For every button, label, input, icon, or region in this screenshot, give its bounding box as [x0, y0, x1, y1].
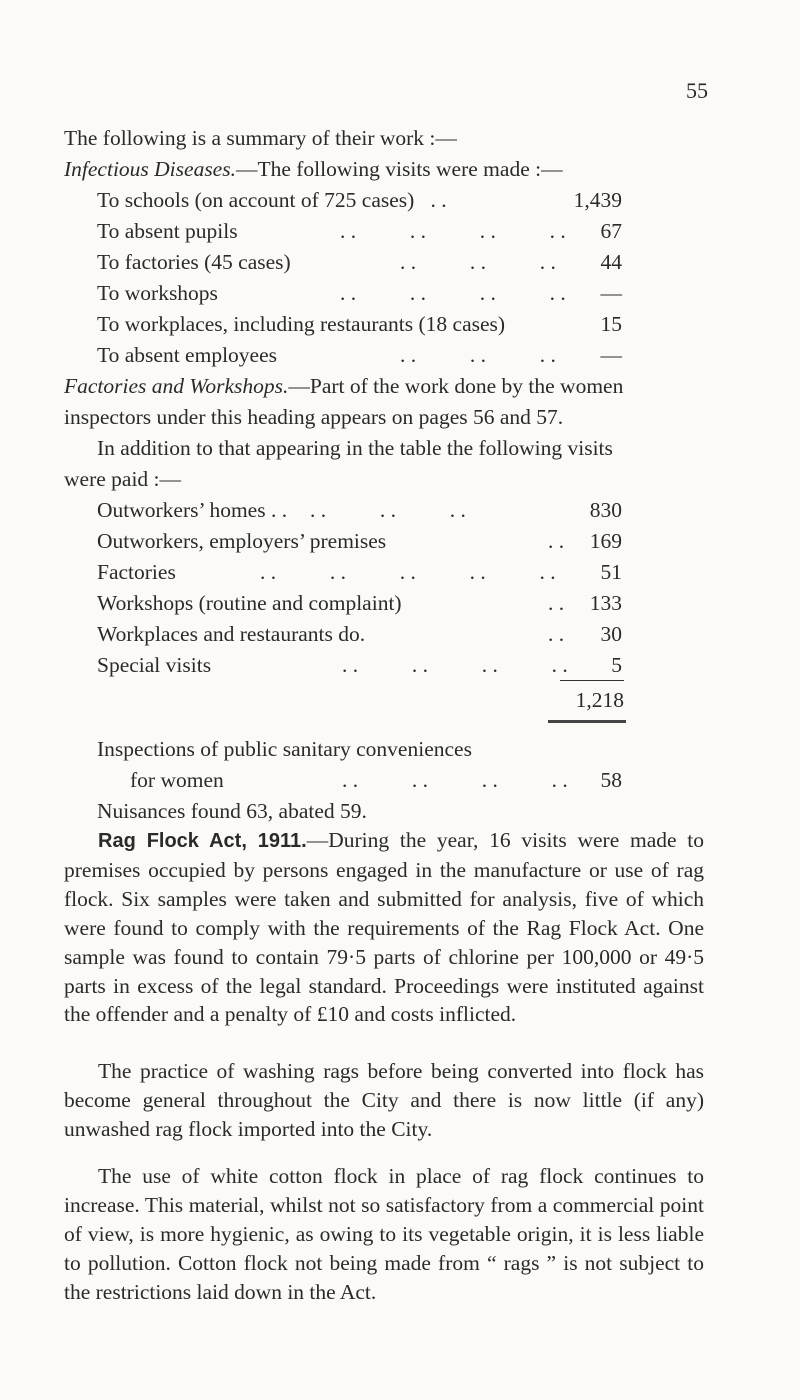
list-item-leader: . . [548, 622, 565, 646]
list-item: Outworkers, employers’ premises [97, 529, 387, 553]
list-item-value: — [600, 343, 622, 367]
factories-workshops-heading: Factories and Workshops. [64, 374, 289, 398]
list-item-value: 5 [611, 653, 622, 677]
list-item-leader: . . . . . . . . . . [260, 560, 556, 584]
list-item-value: — [600, 281, 622, 305]
page-number: 55 [686, 78, 708, 103]
rag-washing-paragraph: The practice of washing rags before being converted into flock has become general throughout the City and there is now little (if any) unwashed rag flock imported into the City. [64, 1059, 704, 1141]
list-item-value: 133 [589, 591, 622, 615]
list-item-value: 44 [600, 250, 622, 274]
list-item-value: 830 [589, 498, 622, 522]
list-item-leader: . . . . . . . . [340, 219, 566, 243]
total-value: 1,218 [575, 688, 624, 712]
list-item-leader: . . . . . . . . [342, 653, 568, 677]
list-item-leader: . . . . . . [310, 498, 466, 522]
infectious-diseases-text: —The following visits were made :— [235, 157, 563, 181]
list-item: To absent pupils [97, 219, 238, 243]
infectious-diseases-line [64, 155, 563, 183]
list-item-value: 67 [600, 219, 622, 243]
list-item: Special visits [97, 653, 212, 677]
list-item-leader: . . . . . . [400, 250, 556, 274]
list-item-value: 30 [600, 622, 622, 646]
list-item: To absent employees [97, 343, 277, 367]
sum-rule [560, 680, 624, 681]
factories-line-2: inspectors under this heading appears on pages 56 and 57. [64, 405, 564, 429]
rag-flock-heading: Rag Flock Act, 1911. [98, 830, 307, 852]
list-item-value: 15 [600, 312, 622, 336]
rag-flock-paragraph: Rag Flock Act, 1911.—During the year, 16 visits were made to premises occupied by persons engaged in the manufacture or use of rag flock. Six samples were taken and submitted for analysis, five of which were found to comply with the requirements of the Rag Flock Act. One sample was found to contain 79·5 parts of chlorine per 100,000 or 49·5 parts in excess of the legal standard. Proceedings were instituted against the offender and a penalty of £10 and costs inflicted. [64, 828, 704, 1027]
list-item: To workplaces, including restaurants (18 cases) [97, 312, 506, 336]
list-item: Factories [97, 560, 176, 584]
sanitary-leader: . . . . . . . . [342, 768, 568, 792]
list-item: Workplaces and restaurants do. [97, 622, 366, 646]
double-rule [548, 720, 626, 723]
nuisances-line: Nuisances found 63, abated 59. [97, 799, 367, 823]
sanitary-value: 58 [600, 768, 622, 792]
list-item-leader: . . [548, 591, 565, 615]
list-item-leader: . . . . . . [400, 343, 556, 367]
list-item: Outworkers’ homes . . [97, 498, 288, 522]
list-item-value: 51 [600, 560, 622, 584]
factories-line-3: In addition to that appearing in the table the following visits [97, 436, 613, 460]
intro-line: The following is a summary of their work :— [64, 126, 457, 150]
list-item: To workshops [97, 281, 218, 305]
factories-workshops-line: Factories and Workshops.—Part of the work done by the women [64, 374, 624, 398]
list-item-leader: . . . . . . . . [340, 281, 566, 305]
list-item: To schools (on account of 725 cases) . . [97, 188, 447, 212]
list-item-value: 1,439 [573, 188, 622, 212]
list-item-leader: . . [548, 529, 565, 553]
cotton-flock-paragraph: The use of white cotton flock in place of rag flock continues to increase. This material, whilst not so satisfactory from a commercial point of view, is more hygienic, as owing to its vegetable origin, it is less liable to pollution. Cotton flock not being made from “ rags ” is not subject to the restrictions laid down in the Act. [64, 1164, 704, 1304]
sanitary-line-2: for women [130, 768, 224, 792]
list-item: To factories (45 cases) [97, 250, 291, 274]
sanitary-line-1: Inspections of public sanitary conveniences [97, 737, 472, 761]
list-item-value: 169 [589, 529, 622, 553]
factories-line-4: were paid :— [64, 467, 182, 491]
infectious-diseases-heading: Infectious Diseases. [64, 157, 236, 181]
list-item: Workshops (routine and complaint) [97, 591, 402, 615]
